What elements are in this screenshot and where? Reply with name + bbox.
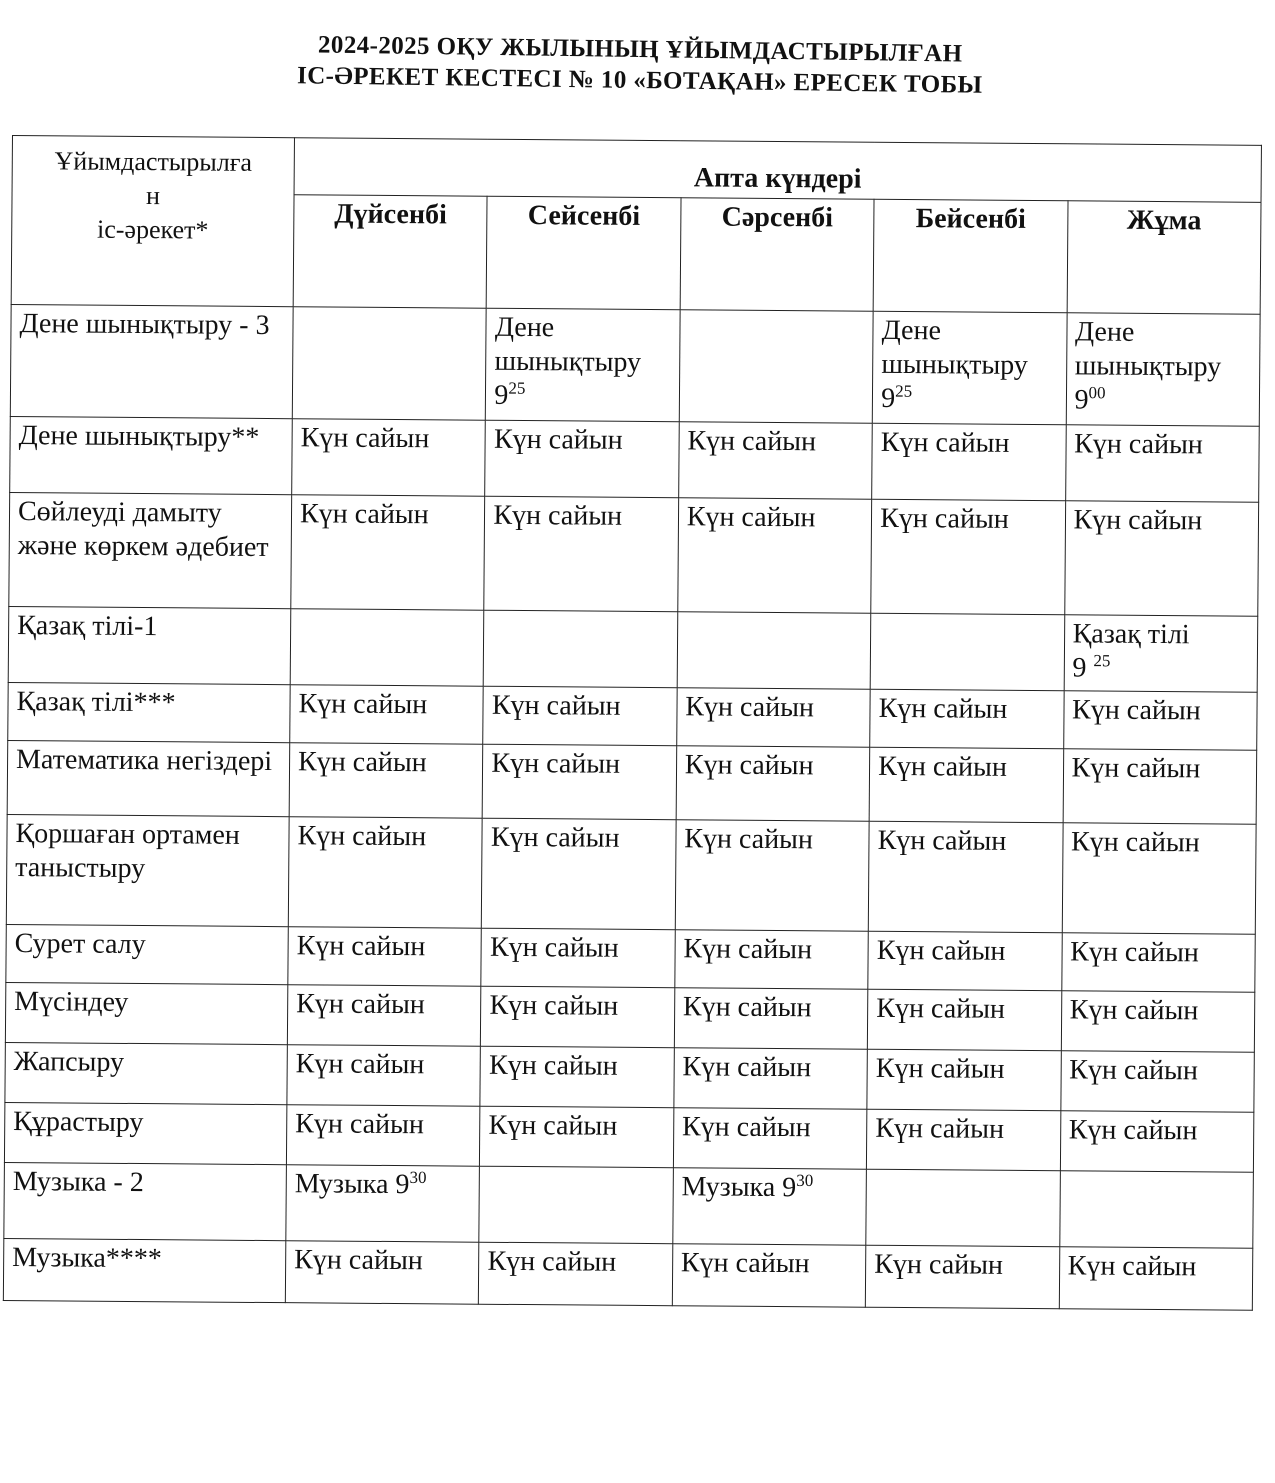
schedule-table xyxy=(3,135,1262,1311)
activity-name: Жапсыру xyxy=(5,1042,287,1104)
schedule-cell: Күн сайын xyxy=(1061,933,1255,993)
schedule-cell: Күн сайын xyxy=(485,420,679,498)
schedule-cell: Күн сайын xyxy=(481,928,675,988)
table-row xyxy=(6,924,1255,992)
activity-name: Құрастыру xyxy=(4,1102,286,1164)
activity-name: Математика негіздері xyxy=(7,740,290,816)
schedule-cell: Күн сайын xyxy=(1064,501,1258,617)
schedule-cell: Күн сайын xyxy=(287,1045,481,1107)
schedule-cell: Музыка $9^{30}$ xyxy=(286,1165,480,1243)
schedule-cell: Күн сайын xyxy=(287,985,481,1047)
schedule-cell: Күн сайын xyxy=(677,688,871,748)
table-row xyxy=(8,606,1258,692)
day-header-wednesday: Сәрсенбі xyxy=(680,198,874,312)
schedule-cell xyxy=(870,613,1064,691)
schedule-cell: Күн сайын xyxy=(285,1241,479,1305)
schedule-cell: Күн сайын xyxy=(1060,1051,1254,1113)
schedule-cell: Күн сайын xyxy=(1063,691,1257,751)
schedule-cell xyxy=(1059,1171,1253,1249)
schedule-cell: Күн сайын xyxy=(1061,991,1255,1053)
schedule-cell: Күн сайын xyxy=(865,1245,1059,1309)
day-header-monday: Дүйсенбі xyxy=(293,195,487,309)
activity-column-header: Ұйымдастырылға н іс-әрекет* xyxy=(11,136,294,307)
schedule-cell: Күн сайын xyxy=(678,498,872,614)
schedule-cell: Күн сайын xyxy=(870,689,1064,749)
title-line-2: ІС-ӘРЕКЕТ КЕСТЕСІ № 10 «БОТАҚАН» ЕРЕСЕК ТОБЫ xyxy=(296,62,983,99)
schedule-cell: Күн сайын xyxy=(483,744,677,820)
schedule-cell: Күн сайын xyxy=(480,1046,674,1108)
day-header-friday: Жұма xyxy=(1067,201,1261,315)
day-header-tuesday: Сейсенбі xyxy=(487,196,681,310)
schedule-cell: Күн сайын xyxy=(872,423,1066,501)
schedule-cell: Күн сайын xyxy=(672,1244,866,1308)
schedule-cell: Күн сайын xyxy=(867,1109,1061,1171)
schedule-cell xyxy=(292,307,486,421)
activity-name: Сөйлеуді дамыту және көркем әдебиет xyxy=(9,492,292,608)
table-row xyxy=(4,1162,1254,1248)
schedule-cell: Күн сайын xyxy=(484,496,678,612)
schedule-cell: Күн сайын xyxy=(481,986,675,1048)
schedule-cell: Күн сайын xyxy=(290,685,484,745)
activity-name: Дене шынықтыру** xyxy=(10,416,293,494)
table-row xyxy=(5,1042,1254,1112)
schedule-cell xyxy=(479,1166,673,1244)
schedule-cell: Күн сайын xyxy=(869,747,1063,823)
schedule-cell: Күн сайын xyxy=(868,821,1062,933)
schedule-cell xyxy=(679,310,873,424)
schedule-cell: Күн сайын xyxy=(480,1106,674,1168)
schedule-cell: Күн сайын xyxy=(291,495,485,611)
activity-name: Музыка**** xyxy=(3,1238,285,1302)
schedule-cell: Күн сайын xyxy=(1065,425,1259,503)
schedule-cell xyxy=(484,610,678,688)
activity-name: Қоршаған ортамен таныстыру xyxy=(6,814,289,926)
activity-name: Қазақ тілі-1 xyxy=(8,606,291,684)
schedule-cell: Күн сайын xyxy=(676,746,870,822)
schedule-cell: Дене шынықтыру $9^{25}$ xyxy=(872,311,1066,425)
schedule-cell: Күн сайын xyxy=(289,743,483,819)
table-row xyxy=(3,1238,1252,1310)
schedule-cell: Күн сайын xyxy=(674,1048,868,1110)
schedule-cell xyxy=(677,612,871,690)
schedule-cell: Дене шынықтыру $9^{25}$ xyxy=(486,308,680,422)
schedule-cell: Күн сайын xyxy=(479,1242,673,1306)
schedule-cell: Күн сайын xyxy=(1063,749,1257,825)
table-row xyxy=(7,740,1257,824)
schedule-cell: Күн сайын xyxy=(483,686,677,746)
schedule-cell: Күн сайын xyxy=(288,817,482,929)
title-line-1: 2024-2025 ОҚУ ЖЫЛЫНЫҢ ҰЙЫМДАСТЫРЫЛҒАН xyxy=(317,31,963,68)
days-header: Апта күндері xyxy=(294,138,1261,203)
day-header-thursday: Бейсенбі xyxy=(873,199,1067,313)
activity-name: Мүсіндеу xyxy=(5,982,287,1044)
schedule-cell: Күн сайын xyxy=(675,820,869,932)
activity-name: Музыка - 2 xyxy=(4,1162,287,1240)
schedule-cell: Дене шынықтыру $9^{00}$ xyxy=(1066,313,1260,427)
schedule-cell: Күн сайын xyxy=(675,930,869,990)
schedule-cell: Күн сайын xyxy=(286,1105,480,1167)
table-row xyxy=(10,416,1260,502)
activity-name: Дене шынықтыру - 3 xyxy=(10,304,293,418)
document-title xyxy=(170,27,1111,102)
schedule-cell: Күн сайын xyxy=(868,931,1062,991)
schedule-cell xyxy=(290,609,484,687)
table-row xyxy=(9,492,1259,616)
table-row xyxy=(6,814,1256,934)
schedule-cell: Күн сайын xyxy=(867,1049,1061,1111)
header-row-1 xyxy=(12,136,1261,203)
schedule-cell: Күн сайын xyxy=(674,988,868,1050)
schedule-cell: Күн сайын xyxy=(1059,1247,1253,1311)
activity-name: Қазақ тілі*** xyxy=(8,682,290,742)
schedule-cell xyxy=(866,1169,1060,1247)
schedule-cell: Күн сайын xyxy=(1060,1111,1254,1173)
table-row xyxy=(8,682,1257,750)
table-row xyxy=(4,1102,1253,1172)
schedule-cell: Күн сайын xyxy=(288,927,482,987)
activity-name: Сурет салу xyxy=(6,924,288,984)
schedule-cell: Күн сайын xyxy=(673,1108,867,1170)
schedule-cell: Қазақ тілі 9 $^{25}$ xyxy=(1064,615,1258,693)
table-row xyxy=(10,304,1260,426)
schedule-cell: Күн сайын xyxy=(1062,823,1256,935)
schedule-cell: Күн сайын xyxy=(678,422,872,500)
schedule-cell: Күн сайын xyxy=(292,419,486,497)
schedule-cell: Музыка $9^{30}$ xyxy=(673,1168,867,1246)
schedule-cell: Күн сайын xyxy=(482,818,676,930)
schedule-cell: Күн сайын xyxy=(871,499,1065,615)
schedule-cell: Күн сайын xyxy=(868,989,1062,1051)
table-row xyxy=(5,982,1254,1052)
